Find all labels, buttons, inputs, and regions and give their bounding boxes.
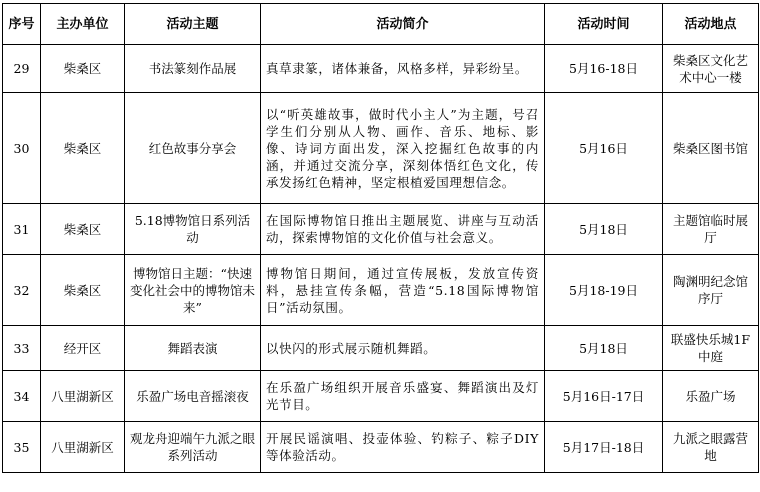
header-brief: 活动简介 <box>261 4 545 45</box>
cell-brief: 以“听英雄故事，做时代小主人”为主题，号召学生们分别从人物、画作、音乐、地标、影像、诗词方面出发，深入挖掘红色故事的内涵，并通过交流分享，深刻体悟红色文化，传承发扬红色精神，坚定根植爱国理想信念。 <box>261 93 545 204</box>
header-row <box>3 4 759 45</box>
table-row <box>3 326 759 371</box>
cell-organizer: 柴桑区 <box>41 45 125 93</box>
cell-num: 29 <box>3 45 41 93</box>
cell-organizer: 经开区 <box>41 326 125 371</box>
table-row <box>3 255 759 326</box>
cell-brief: 在乐盈广场组织开展音乐盛宴、舞蹈演出及灯光节目。 <box>261 371 545 422</box>
cell-time: 5月16-18日 <box>545 45 663 93</box>
cell-place: 乐盈广场 <box>663 371 759 422</box>
cell-place: 陶渊明纪念馆序厅 <box>663 255 759 326</box>
cell-place: 柴桑区文化艺术中心一楼 <box>663 45 759 93</box>
header-theme: 活动主题 <box>125 4 261 45</box>
events-table <box>2 3 759 473</box>
cell-place: 九派之眼露营地 <box>663 422 759 473</box>
table-row <box>3 93 759 204</box>
cell-theme: 观龙舟迎端午九派之眼系列活动 <box>125 422 261 473</box>
cell-num: 35 <box>3 422 41 473</box>
header-organizer: 主办单位 <box>41 4 125 45</box>
cell-num: 31 <box>3 204 41 255</box>
header-num: 序号 <box>3 4 41 45</box>
cell-brief: 开展民谣演唱、投壶体验、钓粽子、粽子DIY等体验活动。 <box>261 422 545 473</box>
cell-place: 柴桑区图书馆 <box>663 93 759 204</box>
cell-theme: 乐盈广场电音摇滚夜 <box>125 371 261 422</box>
table-body <box>3 45 759 473</box>
cell-place: 主题馆临时展厅 <box>663 204 759 255</box>
cell-num: 32 <box>3 255 41 326</box>
cell-theme: 5.18博物馆日系列活动 <box>125 204 261 255</box>
cell-time: 5月16日-17日 <box>545 371 663 422</box>
cell-brief: 在国际博物馆日推出主题展览、讲座与互动活动，探索博物馆的文化价值与社会意义。 <box>261 204 545 255</box>
cell-time: 5月18日 <box>545 326 663 371</box>
cell-num: 34 <box>3 371 41 422</box>
table-row <box>3 371 759 422</box>
cell-theme: 红色故事分享会 <box>125 93 261 204</box>
header-time: 活动时间 <box>545 4 663 45</box>
cell-organizer: 柴桑区 <box>41 93 125 204</box>
cell-num: 33 <box>3 326 41 371</box>
cell-organizer: 八里湖新区 <box>41 371 125 422</box>
cell-organizer: 柴桑区 <box>41 255 125 326</box>
cell-theme: 舞蹈表演 <box>125 326 261 371</box>
cell-organizer: 八里湖新区 <box>41 422 125 473</box>
cell-place: 联盛快乐城1F中庭 <box>663 326 759 371</box>
cell-time: 5月17日-18日 <box>545 422 663 473</box>
cell-time: 5月18日 <box>545 204 663 255</box>
table-row <box>3 422 759 473</box>
header-place: 活动地点 <box>663 4 759 45</box>
cell-brief: 以快闪的形式展示随机舞蹈。 <box>261 326 545 371</box>
cell-num: 30 <box>3 93 41 204</box>
table-row <box>3 204 759 255</box>
cell-organizer: 柴桑区 <box>41 204 125 255</box>
table-row <box>3 45 759 93</box>
cell-time: 5月16日 <box>545 93 663 204</box>
cell-brief: 博物馆日期间，通过宣传展板，发放宣传资料，悬挂宣传条幅，营造“5.18国际博物馆日”活动氛围。 <box>261 255 545 326</box>
cell-brief: 真草隶篆，诸体兼备，风格多样，异彩纷呈。 <box>261 45 545 93</box>
cell-theme: 书法篆刻作品展 <box>125 45 261 93</box>
cell-time: 5月18-19日 <box>545 255 663 326</box>
table-header <box>3 4 759 45</box>
cell-theme: 博物馆日主题：“快速变化社会中的博物馆未来” <box>125 255 261 326</box>
